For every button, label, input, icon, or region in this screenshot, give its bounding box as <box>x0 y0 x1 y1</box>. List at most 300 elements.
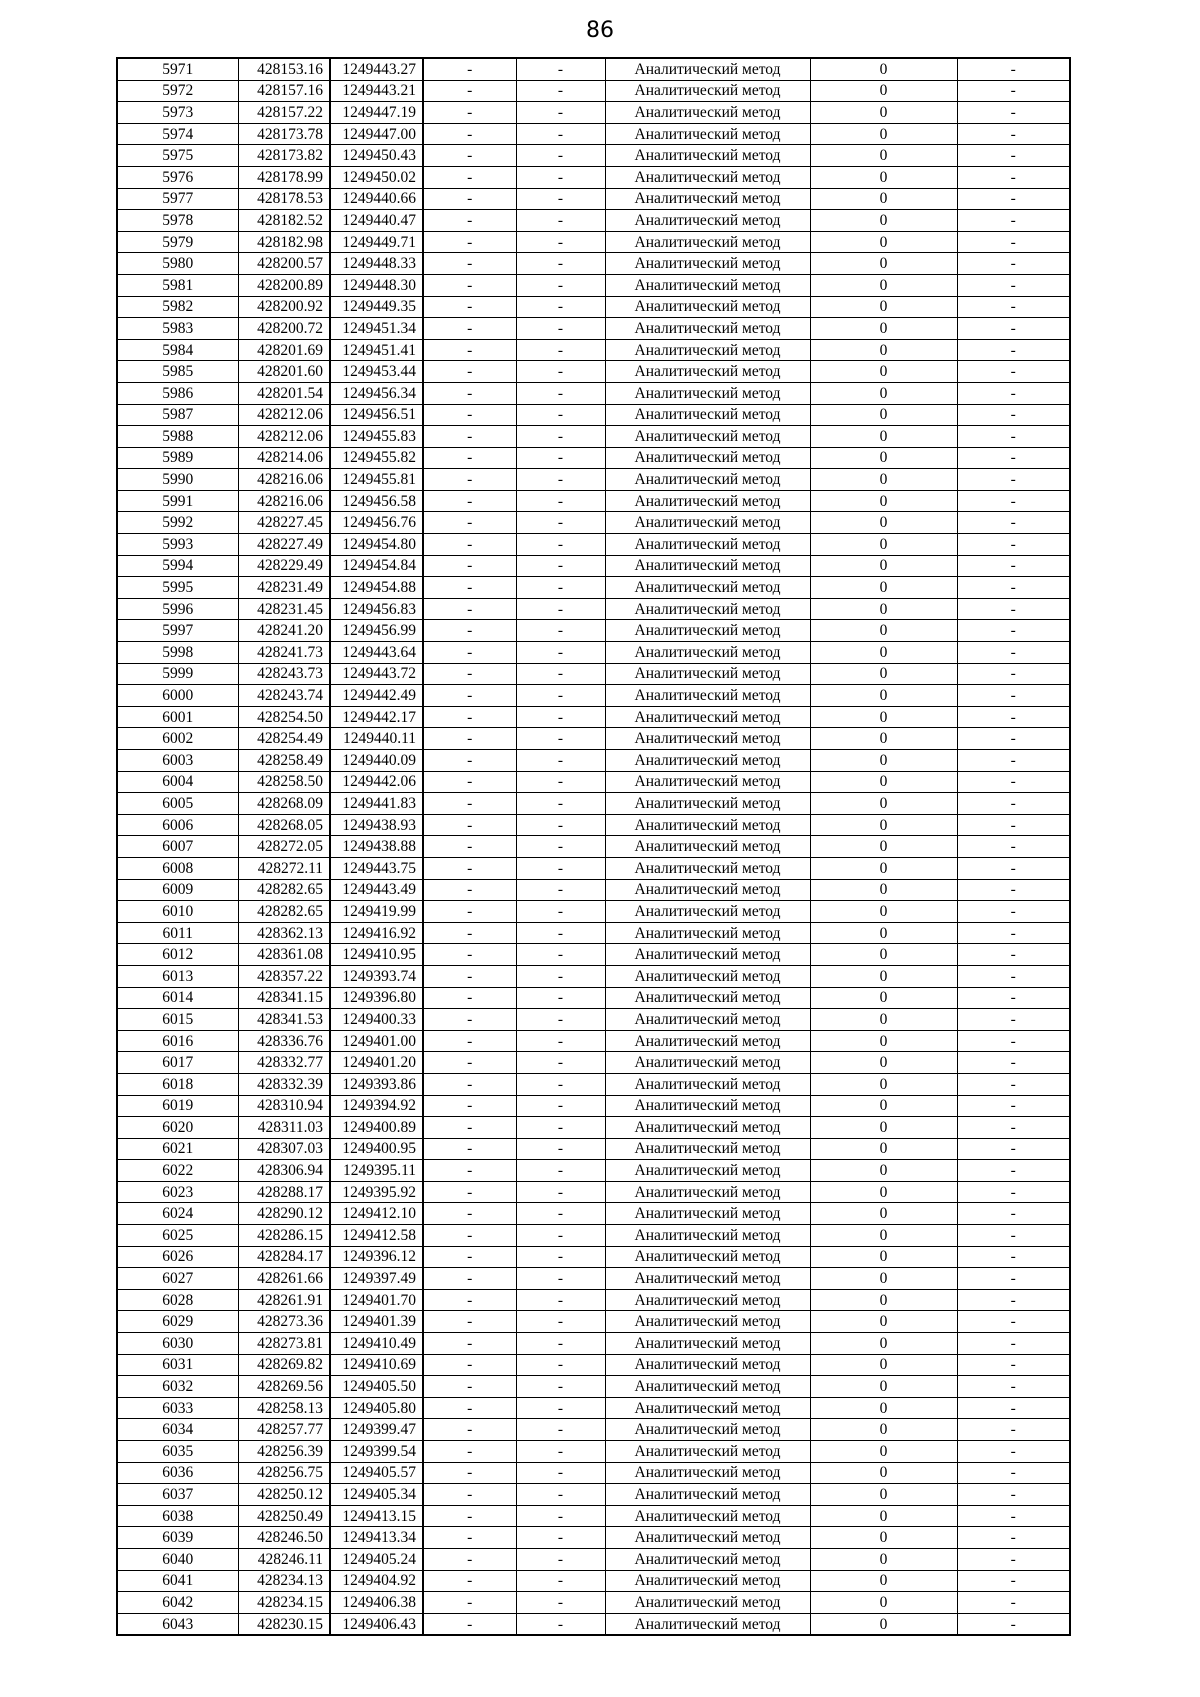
method-cell: Аналитический метод <box>605 836 810 858</box>
y-coordinate-cell: 1249399.47 <box>330 1419 423 1441</box>
method-cell: Аналитический метод <box>605 274 810 296</box>
error-cell: 0 <box>810 361 957 383</box>
y-coordinate-cell: 1249405.24 <box>330 1548 423 1570</box>
blank-cell: - <box>423 879 516 901</box>
table-row <box>117 361 1070 383</box>
x-coordinate-cell: 428182.98 <box>238 231 330 253</box>
description-cell: - <box>957 339 1070 361</box>
table-row <box>117 339 1070 361</box>
table-body <box>117 58 1070 1635</box>
x-coordinate-cell: 428254.49 <box>238 728 330 750</box>
error-cell: 0 <box>810 1441 957 1463</box>
y-coordinate-cell: 1249454.84 <box>330 555 423 577</box>
x-coordinate-cell: 428173.78 <box>238 123 330 145</box>
description-cell: - <box>957 793 1070 815</box>
error-cell: 0 <box>810 663 957 685</box>
blank-cell: - <box>423 793 516 815</box>
method-cell: Аналитический метод <box>605 1505 810 1527</box>
x-coordinate-cell: 428256.39 <box>238 1441 330 1463</box>
error-cell: 0 <box>810 145 957 167</box>
blank-cell: - <box>516 1095 605 1117</box>
y-coordinate-cell: 1249442.49 <box>330 685 423 707</box>
description-cell: - <box>957 1030 1070 1052</box>
blank-cell: - <box>423 1419 516 1441</box>
description-cell: - <box>957 58 1070 80</box>
description-cell: - <box>957 555 1070 577</box>
table-row <box>117 1570 1070 1592</box>
description-cell: - <box>957 253 1070 275</box>
error-cell: 0 <box>810 512 957 534</box>
x-coordinate-cell: 428250.49 <box>238 1505 330 1527</box>
point-number-cell: 6040 <box>117 1548 238 1570</box>
table-row <box>117 404 1070 426</box>
method-cell: Аналитический метод <box>605 1462 810 1484</box>
x-coordinate-cell: 428201.60 <box>238 361 330 383</box>
blank-cell: - <box>423 555 516 577</box>
x-coordinate-cell: 428214.06 <box>238 447 330 469</box>
blank-cell: - <box>516 814 605 836</box>
point-number-cell: 6022 <box>117 1160 238 1182</box>
point-number-cell: 6041 <box>117 1570 238 1592</box>
description-cell: - <box>957 361 1070 383</box>
error-cell: 0 <box>810 1376 957 1398</box>
y-coordinate-cell: 1249453.44 <box>330 361 423 383</box>
blank-cell: - <box>423 188 516 210</box>
blank-cell: - <box>423 1009 516 1031</box>
blank-cell: - <box>423 1570 516 1592</box>
method-cell: Аналитический метод <box>605 404 810 426</box>
table-row <box>117 1484 1070 1506</box>
blank-cell: - <box>423 1333 516 1355</box>
method-cell: Аналитический метод <box>605 80 810 102</box>
y-coordinate-cell: 1249455.81 <box>330 469 423 491</box>
blank-cell: - <box>516 1160 605 1182</box>
method-cell: Аналитический метод <box>605 123 810 145</box>
blank-cell: - <box>423 534 516 556</box>
point-number-cell: 5986 <box>117 382 238 404</box>
description-cell: - <box>957 1117 1070 1139</box>
method-cell: Аналитический метод <box>605 1354 810 1376</box>
point-number-cell: 5998 <box>117 642 238 664</box>
point-number-cell: 6017 <box>117 1052 238 1074</box>
y-coordinate-cell: 1249401.20 <box>330 1052 423 1074</box>
x-coordinate-cell: 428269.82 <box>238 1354 330 1376</box>
y-coordinate-cell: 1249456.34 <box>330 382 423 404</box>
method-cell: Аналитический метод <box>605 361 810 383</box>
blank-cell: - <box>516 102 605 124</box>
point-number-cell: 5971 <box>117 58 238 80</box>
description-cell: - <box>957 123 1070 145</box>
y-coordinate-cell: 1249454.88 <box>330 577 423 599</box>
blank-cell: - <box>423 922 516 944</box>
x-coordinate-cell: 428231.49 <box>238 577 330 599</box>
error-cell: 0 <box>810 1289 957 1311</box>
method-cell: Аналитический метод <box>605 987 810 1009</box>
y-coordinate-cell: 1249395.11 <box>330 1160 423 1182</box>
y-coordinate-cell: 1249443.72 <box>330 663 423 685</box>
error-cell: 0 <box>810 58 957 80</box>
table-row <box>117 1117 1070 1139</box>
blank-cell: - <box>516 1548 605 1570</box>
error-cell: 0 <box>810 728 957 750</box>
table-row <box>117 102 1070 124</box>
y-coordinate-cell: 1249396.12 <box>330 1246 423 1268</box>
y-coordinate-cell: 1249456.83 <box>330 598 423 620</box>
point-number-cell: 5974 <box>117 123 238 145</box>
method-cell: Аналитический метод <box>605 706 810 728</box>
x-coordinate-cell: 428212.06 <box>238 426 330 448</box>
description-cell: - <box>957 1138 1070 1160</box>
y-coordinate-cell: 1249447.00 <box>330 123 423 145</box>
y-coordinate-cell: 1249449.71 <box>330 231 423 253</box>
blank-cell: - <box>516 879 605 901</box>
error-cell: 0 <box>810 274 957 296</box>
error-cell: 0 <box>810 836 957 858</box>
x-coordinate-cell: 428361.08 <box>238 944 330 966</box>
table-row <box>117 1311 1070 1333</box>
method-cell: Аналитический метод <box>605 339 810 361</box>
y-coordinate-cell: 1249413.15 <box>330 1505 423 1527</box>
blank-cell: - <box>516 1117 605 1139</box>
table-row <box>117 318 1070 340</box>
table-row <box>117 1592 1070 1614</box>
table-row <box>117 577 1070 599</box>
blank-cell: - <box>516 1030 605 1052</box>
point-number-cell: 6009 <box>117 879 238 901</box>
blank-cell: - <box>423 447 516 469</box>
error-cell: 0 <box>810 490 957 512</box>
point-number-cell: 5979 <box>117 231 238 253</box>
y-coordinate-cell: 1249397.49 <box>330 1268 423 1290</box>
method-cell: Аналитический метод <box>605 1095 810 1117</box>
x-coordinate-cell: 428254.50 <box>238 706 330 728</box>
blank-cell: - <box>423 426 516 448</box>
error-cell: 0 <box>810 642 957 664</box>
method-cell: Аналитический метод <box>605 1138 810 1160</box>
point-number-cell: 6039 <box>117 1527 238 1549</box>
error-cell: 0 <box>810 685 957 707</box>
blank-cell: - <box>423 58 516 80</box>
table-row <box>117 1613 1070 1635</box>
y-coordinate-cell: 1249440.66 <box>330 188 423 210</box>
method-cell: Аналитический метод <box>605 793 810 815</box>
method-cell: Аналитический метод <box>605 447 810 469</box>
blank-cell: - <box>423 814 516 836</box>
description-cell: - <box>957 1419 1070 1441</box>
y-coordinate-cell: 1249450.02 <box>330 166 423 188</box>
point-number-cell: 6015 <box>117 1009 238 1031</box>
blank-cell: - <box>423 620 516 642</box>
point-number-cell: 6027 <box>117 1268 238 1290</box>
blank-cell: - <box>423 1613 516 1635</box>
table-row <box>117 987 1070 1009</box>
error-cell: 0 <box>810 1138 957 1160</box>
blank-cell: - <box>516 1613 605 1635</box>
table-row <box>117 382 1070 404</box>
description-cell: - <box>957 642 1070 664</box>
y-coordinate-cell: 1249451.41 <box>330 339 423 361</box>
error-cell: 0 <box>810 339 957 361</box>
blank-cell: - <box>423 965 516 987</box>
table-row <box>117 426 1070 448</box>
y-coordinate-cell: 1249419.99 <box>330 901 423 923</box>
x-coordinate-cell: 428230.15 <box>238 1613 330 1635</box>
point-number-cell: 6026 <box>117 1246 238 1268</box>
y-coordinate-cell: 1249448.33 <box>330 253 423 275</box>
table-row <box>117 1441 1070 1463</box>
blank-cell: - <box>423 404 516 426</box>
blank-cell: - <box>516 123 605 145</box>
method-cell: Аналитический метод <box>605 922 810 944</box>
blank-cell: - <box>423 663 516 685</box>
blank-cell: - <box>423 857 516 879</box>
y-coordinate-cell: 1249410.49 <box>330 1333 423 1355</box>
error-cell: 0 <box>810 1030 957 1052</box>
blank-cell: - <box>423 1484 516 1506</box>
blank-cell: - <box>516 210 605 232</box>
error-cell: 0 <box>810 1311 957 1333</box>
table-row <box>117 80 1070 102</box>
error-cell: 0 <box>810 706 957 728</box>
table-row <box>117 728 1070 750</box>
point-number-cell: 6024 <box>117 1203 238 1225</box>
blank-cell: - <box>423 1548 516 1570</box>
blank-cell: - <box>423 901 516 923</box>
blank-cell: - <box>516 145 605 167</box>
table-row <box>117 469 1070 491</box>
table-row <box>117 274 1070 296</box>
table-row <box>117 1333 1070 1355</box>
method-cell: Аналитический метод <box>605 728 810 750</box>
table-row <box>117 1030 1070 1052</box>
x-coordinate-cell: 428268.05 <box>238 814 330 836</box>
description-cell: - <box>957 1246 1070 1268</box>
blank-cell: - <box>423 771 516 793</box>
blank-cell: - <box>516 1484 605 1506</box>
x-coordinate-cell: 428200.72 <box>238 318 330 340</box>
blank-cell: - <box>516 339 605 361</box>
x-coordinate-cell: 428261.66 <box>238 1268 330 1290</box>
y-coordinate-cell: 1249455.82 <box>330 447 423 469</box>
point-number-cell: 6011 <box>117 922 238 944</box>
error-cell: 0 <box>810 793 957 815</box>
y-coordinate-cell: 1249448.30 <box>330 274 423 296</box>
y-coordinate-cell: 1249404.92 <box>330 1570 423 1592</box>
x-coordinate-cell: 428227.45 <box>238 512 330 534</box>
description-cell: - <box>957 102 1070 124</box>
blank-cell: - <box>516 1203 605 1225</box>
blank-cell: - <box>516 965 605 987</box>
description-cell: - <box>957 879 1070 901</box>
table-row <box>117 1160 1070 1182</box>
x-coordinate-cell: 428157.22 <box>238 102 330 124</box>
table-row <box>117 857 1070 879</box>
blank-cell: - <box>423 1462 516 1484</box>
description-cell: - <box>957 1354 1070 1376</box>
blank-cell: - <box>516 793 605 815</box>
point-number-cell: 6025 <box>117 1225 238 1247</box>
blank-cell: - <box>516 426 605 448</box>
blank-cell: - <box>516 1138 605 1160</box>
method-cell: Аналитический метод <box>605 944 810 966</box>
y-coordinate-cell: 1249405.50 <box>330 1376 423 1398</box>
error-cell: 0 <box>810 1484 957 1506</box>
description-cell: - <box>957 1073 1070 1095</box>
method-cell: Аналитический метод <box>605 318 810 340</box>
method-cell: Аналитический метод <box>605 857 810 879</box>
point-number-cell: 6007 <box>117 836 238 858</box>
y-coordinate-cell: 1249401.39 <box>330 1311 423 1333</box>
error-cell: 0 <box>810 80 957 102</box>
y-coordinate-cell: 1249412.58 <box>330 1225 423 1247</box>
blank-cell: - <box>423 274 516 296</box>
x-coordinate-cell: 428201.69 <box>238 339 330 361</box>
table-row <box>117 253 1070 275</box>
point-number-cell: 5999 <box>117 663 238 685</box>
error-cell: 0 <box>810 447 957 469</box>
point-number-cell: 5992 <box>117 512 238 534</box>
blank-cell: - <box>516 901 605 923</box>
table-row <box>117 922 1070 944</box>
description-cell: - <box>957 1311 1070 1333</box>
blank-cell: - <box>516 555 605 577</box>
blank-cell: - <box>516 987 605 1009</box>
blank-cell: - <box>423 231 516 253</box>
description-cell: - <box>957 274 1070 296</box>
description-cell: - <box>957 166 1070 188</box>
y-coordinate-cell: 1249456.58 <box>330 490 423 512</box>
y-coordinate-cell: 1249401.00 <box>330 1030 423 1052</box>
error-cell: 0 <box>810 1397 957 1419</box>
point-number-cell: 6031 <box>117 1354 238 1376</box>
table-row <box>117 901 1070 923</box>
method-cell: Аналитический метод <box>605 771 810 793</box>
page-number: 86 <box>586 18 614 43</box>
method-cell: Аналитический метод <box>605 965 810 987</box>
method-cell: Аналитический метод <box>605 1181 810 1203</box>
method-cell: Аналитический метод <box>605 1289 810 1311</box>
y-coordinate-cell: 1249456.76 <box>330 512 423 534</box>
table-row <box>117 555 1070 577</box>
x-coordinate-cell: 428153.16 <box>238 58 330 80</box>
blank-cell: - <box>423 577 516 599</box>
blank-cell: - <box>516 361 605 383</box>
method-cell: Аналитический метод <box>605 469 810 491</box>
x-coordinate-cell: 428231.45 <box>238 598 330 620</box>
error-cell: 0 <box>810 102 957 124</box>
x-coordinate-cell: 428332.77 <box>238 1052 330 1074</box>
blank-cell: - <box>516 296 605 318</box>
error-cell: 0 <box>810 1160 957 1182</box>
x-coordinate-cell: 428201.54 <box>238 382 330 404</box>
blank-cell: - <box>516 771 605 793</box>
x-coordinate-cell: 428173.82 <box>238 145 330 167</box>
description-cell: - <box>957 1462 1070 1484</box>
point-number-cell: 6005 <box>117 793 238 815</box>
point-number-cell: 6021 <box>117 1138 238 1160</box>
method-cell: Аналитический метод <box>605 1397 810 1419</box>
x-coordinate-cell: 428306.94 <box>238 1160 330 1182</box>
blank-cell: - <box>516 1592 605 1614</box>
blank-cell: - <box>423 1311 516 1333</box>
table-row <box>117 750 1070 772</box>
blank-cell: - <box>516 1354 605 1376</box>
method-cell: Аналитический метод <box>605 1052 810 1074</box>
y-coordinate-cell: 1249405.57 <box>330 1462 423 1484</box>
table-row <box>117 58 1070 80</box>
x-coordinate-cell: 428286.15 <box>238 1225 330 1247</box>
blank-cell: - <box>423 836 516 858</box>
table-row <box>117 1073 1070 1095</box>
table-row <box>117 1225 1070 1247</box>
blank-cell: - <box>423 1181 516 1203</box>
point-number-cell: 6042 <box>117 1592 238 1614</box>
description-cell: - <box>957 534 1070 556</box>
method-cell: Аналитический метод <box>605 555 810 577</box>
error-cell: 0 <box>810 210 957 232</box>
blank-cell: - <box>516 922 605 944</box>
method-cell: Аналитический метод <box>605 231 810 253</box>
point-number-cell: 5996 <box>117 598 238 620</box>
blank-cell: - <box>516 620 605 642</box>
x-coordinate-cell: 428258.13 <box>238 1397 330 1419</box>
table-row <box>117 663 1070 685</box>
point-number-cell: 6002 <box>117 728 238 750</box>
description-cell: - <box>957 685 1070 707</box>
error-cell: 0 <box>810 1570 957 1592</box>
x-coordinate-cell: 428241.73 <box>238 642 330 664</box>
x-coordinate-cell: 428311.03 <box>238 1117 330 1139</box>
blank-cell: - <box>516 382 605 404</box>
point-number-cell: 6023 <box>117 1181 238 1203</box>
blank-cell: - <box>423 1225 516 1247</box>
error-cell: 0 <box>810 1333 957 1355</box>
error-cell: 0 <box>810 1052 957 1074</box>
blank-cell: - <box>516 663 605 685</box>
blank-cell: - <box>516 1181 605 1203</box>
y-coordinate-cell: 1249443.64 <box>330 642 423 664</box>
description-cell: - <box>957 1397 1070 1419</box>
blank-cell: - <box>516 1419 605 1441</box>
point-number-cell: 5997 <box>117 620 238 642</box>
method-cell: Аналитический метод <box>605 1160 810 1182</box>
description-cell: - <box>957 1548 1070 1570</box>
error-cell: 0 <box>810 123 957 145</box>
x-coordinate-cell: 428258.49 <box>238 750 330 772</box>
blank-cell: - <box>516 1570 605 1592</box>
error-cell: 0 <box>810 296 957 318</box>
table-row <box>117 1397 1070 1419</box>
blank-cell: - <box>423 490 516 512</box>
description-cell: - <box>957 836 1070 858</box>
blank-cell: - <box>423 1030 516 1052</box>
method-cell: Аналитический метод <box>605 490 810 512</box>
method-cell: Аналитический метод <box>605 598 810 620</box>
blank-cell: - <box>516 750 605 772</box>
description-cell: - <box>957 814 1070 836</box>
method-cell: Аналитический метод <box>605 1030 810 1052</box>
point-number-cell: 5982 <box>117 296 238 318</box>
table-row <box>117 598 1070 620</box>
table-row <box>117 836 1070 858</box>
x-coordinate-cell: 428178.99 <box>238 166 330 188</box>
point-number-cell: 5990 <box>117 469 238 491</box>
description-cell: - <box>957 1268 1070 1290</box>
blank-cell: - <box>423 512 516 534</box>
blank-cell: - <box>516 1333 605 1355</box>
x-coordinate-cell: 428200.92 <box>238 296 330 318</box>
error-cell: 0 <box>810 577 957 599</box>
